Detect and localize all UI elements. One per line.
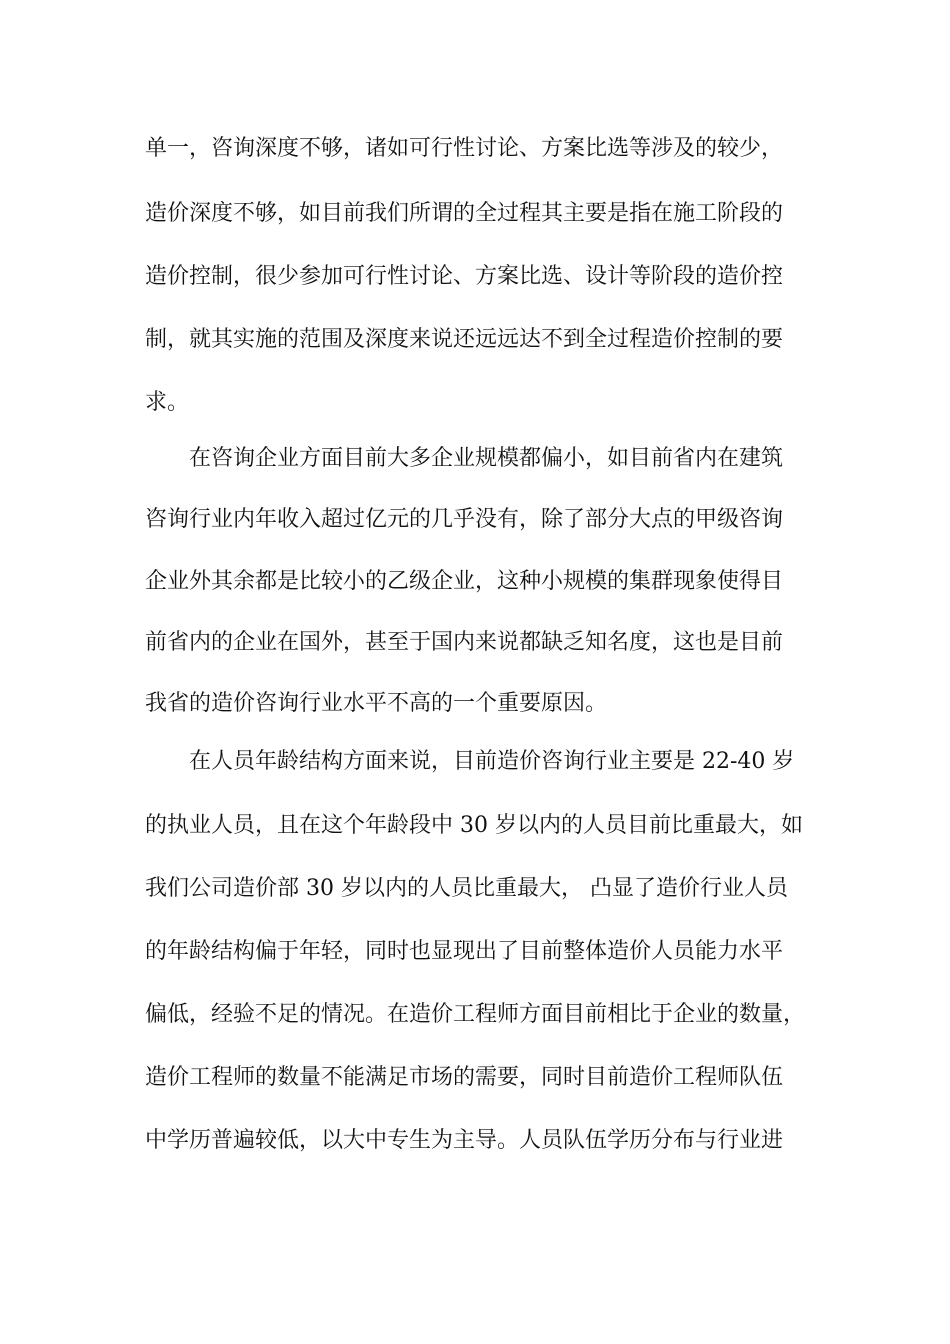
text-line: 在人员年龄结构方面来说，目前造价咨询行业主要是 22-40 岁 bbox=[189, 749, 795, 774]
text-line: 求。 bbox=[145, 390, 190, 415]
text-line: 造价控制，很少参加可行性讨论、方案比选、设计等阶段的造价控 bbox=[145, 264, 784, 289]
text-line: 企业外其余都是比较小的乙级企业，这种小规模的集群现象使得目 bbox=[145, 569, 784, 594]
text-line: 在咨询企业方面目前大多企业规模都偏小，如目前省内在建筑 bbox=[189, 446, 784, 471]
text-line: 我省的造价咨询行业水平不高的一个重要原因。 bbox=[145, 691, 608, 716]
text-line: 的执业人员，且在这个年龄段中 30 岁以内的人员目前比重最大，如 bbox=[145, 813, 803, 838]
text-line: 偏低，经验不足的情况。在造价工程师方面目前相比于企业的数量， bbox=[145, 1002, 806, 1027]
text-line: 制，就其实施的范围及深度来说还远远达不到全过程造价控制的要 bbox=[145, 327, 784, 352]
text-line: 造价工程师的数量不能满足市场的需要，同时目前造价工程师队伍 bbox=[145, 1065, 784, 1090]
text-line: 单一，咨询深度不够，诸如可行性讨论、方案比选等涉及的较少， bbox=[145, 136, 784, 161]
text-line: 造价深度不够，如目前我们所谓的全过程其主要是指在施工阶段的 bbox=[145, 201, 784, 226]
text-line: 的年龄结构偏于年轻，同时也显现出了目前整体造价人员能力水平 bbox=[145, 939, 784, 964]
text-line: 咨询行业内年收入超过亿元的几乎没有，除了部分大点的甲级咨询 bbox=[145, 507, 784, 532]
text-line: 我们公司造价部 30 岁以内的人员比重最大， 凸显了造价行业人员 bbox=[145, 876, 788, 901]
text-line: 中学历普遍较低，以大中专生为主导。人员队伍学历分布与行业进 bbox=[145, 1128, 784, 1153]
text-line: 前省内的企业在国外，甚至于国内来说都缺乏知名度，这也是目前 bbox=[145, 630, 784, 655]
